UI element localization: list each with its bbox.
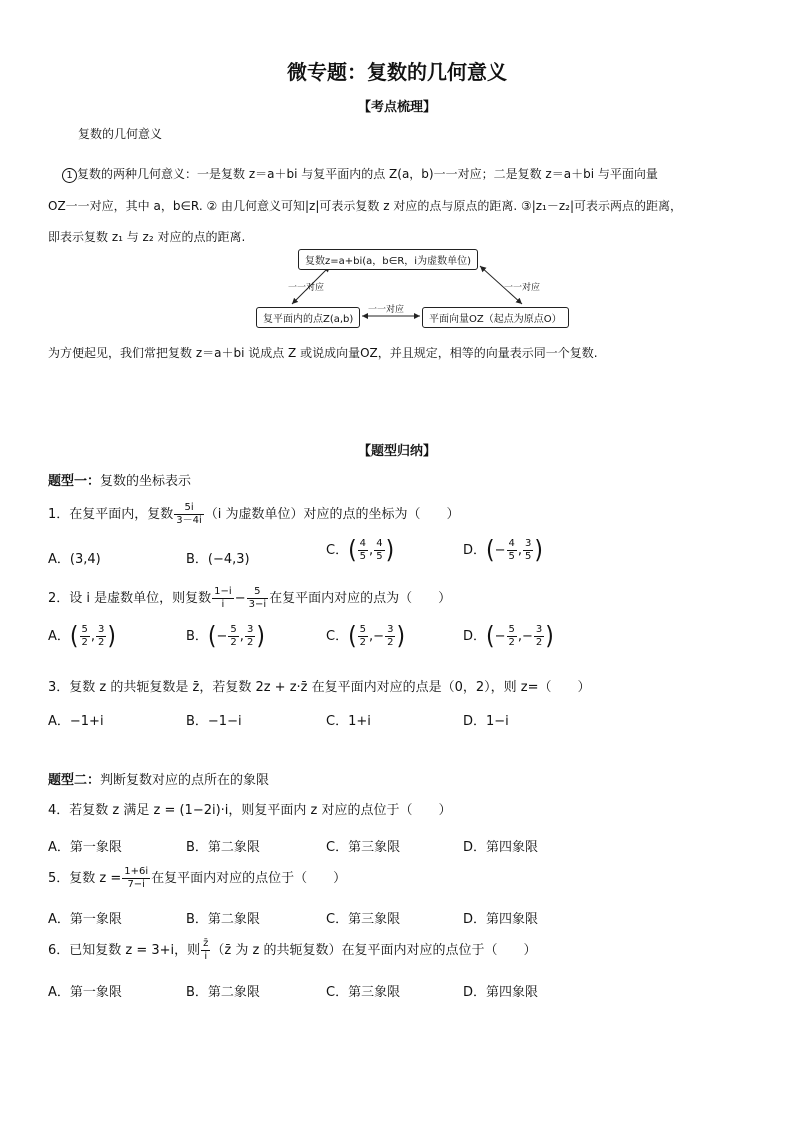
section-heading-types: 【题型归纳】 xyxy=(357,444,436,459)
q5-option-a: A．第一象限 xyxy=(48,912,122,927)
q4-option-c: C．第三象限 xyxy=(326,840,401,855)
q3-option-a: A．−1+i xyxy=(48,714,104,729)
q1-fraction: $\frac{5i}{3-4i}$ xyxy=(176,502,202,526)
question-3: 3．复数 z 的共轭复数是 z̄，若复数 2z + z·z̄ 在复平面内对应的点是（0，2），则 z=（ ） xyxy=(48,680,591,695)
q2-option-a: A．( $\frac{5}{2}$ , $\frac{3}{2}$ ) xyxy=(48,621,116,651)
q1-option-c: C．( $\frac{4}{5}$ , $\frac{4}{5}$ ) xyxy=(326,535,395,565)
diagram-label-bottom: 一一对应 xyxy=(368,305,405,315)
q5-option-d: D．第四象限 xyxy=(463,912,539,927)
q3-option-d: D．1−i xyxy=(463,714,509,729)
q6-option-b: B．第二象限 xyxy=(186,985,260,1000)
diagram-label-right: 一一对应 xyxy=(504,283,541,293)
question-4: 4．若复数 z 满足 z = (1−2i)·i，则复平面内 z 对应的点位于（ ） xyxy=(48,803,452,818)
q1-option-a: A．(3,4) xyxy=(48,552,101,567)
subheading: 复数的几何意义 xyxy=(78,127,163,141)
q4-option-d: D．第四象限 xyxy=(463,840,539,855)
q3-option-c: C．1+i xyxy=(326,714,371,729)
q1-option-b: B．(−4,3) xyxy=(186,552,250,567)
q6-option-d: D．第四象限 xyxy=(463,985,539,1000)
q2-option-b: B．(− $\frac{5}{2}$ , $\frac{3}{2}$ ) xyxy=(186,621,265,651)
q5-option-c: C．第三象限 xyxy=(326,912,401,927)
page-title: 微专题：复数的几何意义 xyxy=(287,60,507,84)
q2-option-c: C．( $\frac{5}{2}$ ,− $\frac{3}{2}$ ) xyxy=(326,621,406,651)
circled-one-icon: 1 xyxy=(62,168,77,183)
diagram-label-left: 一一对应 xyxy=(288,283,325,293)
type2-heading: 题型二：判断复数对应的点所在的象限 xyxy=(48,773,270,788)
type1-heading: 题型一：复数的坐标表示 xyxy=(48,474,192,489)
para1-line2: OZ一一对应，其中 a，b∈R. ② 由几何意义可知|z|可表示复数 z 对应的点与原点的距离. ③|z₁－z₂|可表示两点的距离， xyxy=(48,199,683,213)
q1-option-d: D．(− $\frac{4}{5}$ , $\frac{3}{5}$ ) xyxy=(463,535,543,565)
diagram-box-complex: 复数z=a+bi(a，b∈R，i为虚数单位) xyxy=(298,249,478,270)
para2: 为方便起见，我们常把复数 z＝a＋bi 说成点 Z 或说成向量OZ，并且规定，相等的向量表示同一个复数. xyxy=(48,346,598,360)
q6-option-a: A．第一象限 xyxy=(48,985,122,1000)
question-1: 1．在复平面内，复数 $\frac{5i}{3-4i}$ （i 为虚数单位）对应的点的坐标为（ ） xyxy=(48,502,460,526)
diagram-box-point: 复平面内的点Z(a,b) xyxy=(256,307,360,328)
question-2: 2．设 i 是虚数单位，则复数 $\frac{1-i}{i}$ − $\frac{5}{3-i}$ 在复平面内对应的点为（ ） xyxy=(48,586,452,610)
section-heading-review: 【考点梳理】 xyxy=(357,100,436,115)
para1-line3: 即表示复数 z₁ 与 z₂ 对应的点的距离. xyxy=(48,230,246,244)
q5-option-b: B．第二象限 xyxy=(186,912,260,927)
q3-option-b: B．−1−i xyxy=(186,714,242,729)
diagram-box-vector: 平面向量OZ（起点为原点O） xyxy=(422,307,569,328)
question-5: 5．复数 z = $\frac{1+6i}{7-i}$ 在复平面内对应的点位于（ ） xyxy=(48,866,347,890)
q6-option-c: C．第三象限 xyxy=(326,985,401,1000)
q2-option-d: D．(− $\frac{5}{2}$ ,− $\frac{3}{2}$ ) xyxy=(463,621,554,651)
para1-line1: 1 复数的两种几何意义：一是复数 z＝a＋bi 与复平面内的点 Z(a，b)一一对应；二是复数 z＝a＋bi 与平面向量 xyxy=(62,165,658,183)
question-6: 6．已知复数 z = 3+i，则 $\frac{z̄}{i}$ （z̄ 为 z 的共轭复数）在复平面内对应的点位于（ ） xyxy=(48,938,537,962)
q4-option-b: B．第二象限 xyxy=(186,840,260,855)
q4-option-a: A．第一象限 xyxy=(48,840,122,855)
